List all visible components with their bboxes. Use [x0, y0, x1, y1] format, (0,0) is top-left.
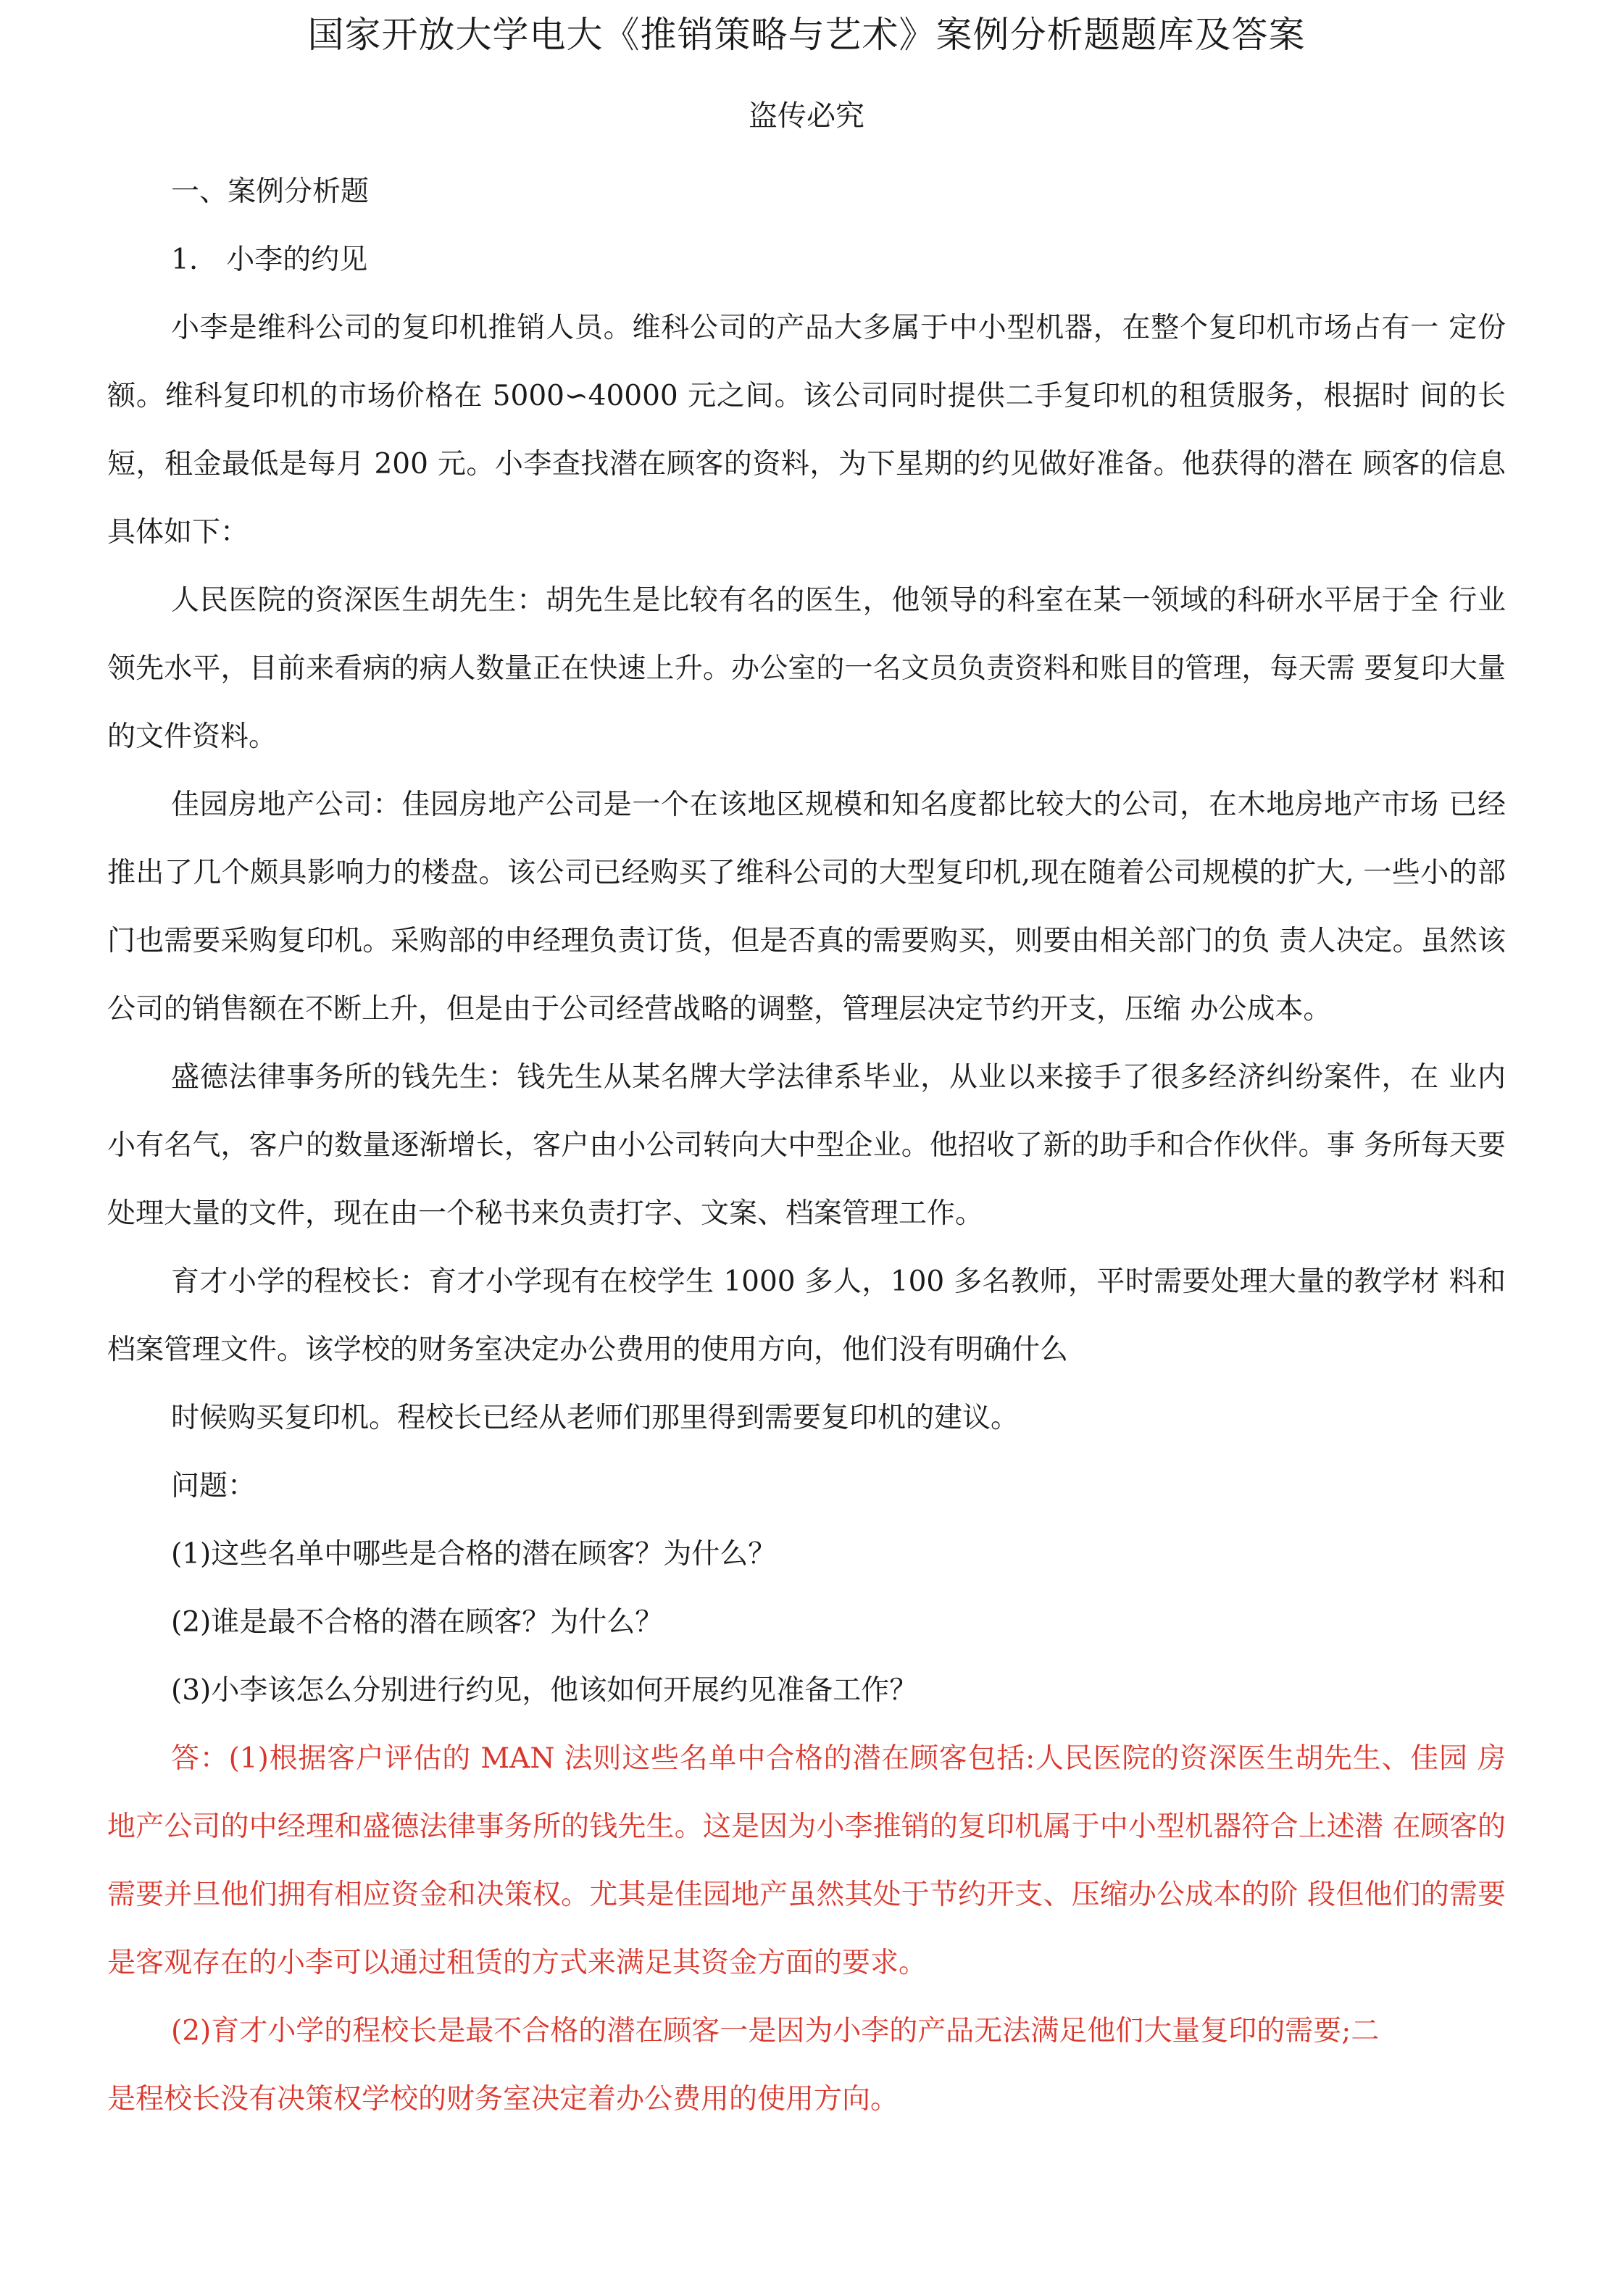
answer-1: 答：(1)根据客户评估的 MAN 法则这些名单中合格的潜在顾客包括:人民医院的资深医生胡先生、佳园 房地产公司的中经理和盛德法律事务所的钱先生。这是因为小李推销的复印机属于中小型机器符合上述潜 在顾客的需要并旦他们拥有相应资金和决策权。尤其是佳园地产虽然其处于节约开支、压缩办公成本的阶 段但他们的需要是客观存在的小李可以通过租赁的方式来满足其资金方面的要求。 [107, 1742, 1506, 1979]
document-title: 国家开放大学电大《推销策略与艺术》案例分析题题库及答案 [307, 14, 1306, 56]
section-heading: 一、案例分析题 [171, 175, 370, 208]
document-body [107, 158, 1506, 2134]
paragraph-intro: 小李是维科公司的复印机推销人员。维科公司的产品大多属于中小型机器，在整个复印机市场占有一 定份额。维科复印机的市场价格在 5000∽40000 元之间。该公司同时提供二手复印机的租赁服务，根据时 间的长短，租金最低是每月 200 元。小李查找潜在顾客的资料，为下星期的约见做好准备。他获得的潜在 顾客的信息具体如下： [107, 312, 1506, 549]
questions-label: 问题： [171, 1470, 257, 1502]
document-subtitle: 盗传必究 [749, 99, 864, 133]
answer-2-continuation: 是程校长没有决策权学校的财务室决定着办公费用的使用方向。 [107, 2083, 899, 2116]
paragraph-real-estate: 佳园房地产公司：佳园房地产公司是一个在该地区规模和知名度都比较大的公司，在木地房地产市场 已经推出了几个颇具影响力的楼盘。该公司已经购买了维科公司的大型复印机,现在随着公司规模的扩大, 一些小的部门也需要采购复印机。采购部的申经理负责订货，但是否真的需要购买，则要由相关部门的负 责人决定。虽然该公司的销售额在不断上升，但是由于公司经营战略的调整，管理层决定节约开支，压缩 办公成本。 [107, 789, 1506, 1026]
case-title: 1. 小李的约见 [171, 244, 368, 276]
paragraph-hospital: 人民医院的资深医生胡先生：胡先生是比较有名的医生，他领导的科室在某一领域的科研水平居于全 行业领先水平，目前来看病的病人数量正在快速上升。办公室的一名文员负责资料和账目的管理，每天需 要复印大量的文件资料。 [107, 584, 1506, 753]
paragraph-school: 育才小学的程校长：育才小学现有在校学生 1000 多人，100 多名教师，平时需要处理大量的教学材 料和档案管理文件。该学校的财务室决定办公费用的使用方向，他们没有明确什么 [107, 1265, 1506, 1366]
question-3: (3)小李该怎么分别进行约见，他该如何开展约见准备工作？ [171, 1674, 918, 1707]
question-1: (1)这些名单中哪些是合格的潜在顾客？为什么？ [171, 1538, 777, 1571]
answer-2: (2)育才小学的程校长是最不合格的潜在顾客一是因为小李的产品无法满足他们大量复印的需要;二 [171, 2015, 1380, 2047]
question-2: (2)谁是最不合格的潜在顾客？为什么？ [171, 1606, 664, 1639]
paragraph-law-firm: 盛德法律事务所的钱先生：钱先生从某名牌大学法律系毕业，从业以来接手了很多经济纠纷案件，在 业内小有名气，客户的数量逐渐增长，客户由小公司转向大中型企业。他招收了新的助手和合作伙伴。事 务所每天要处理大量的文件，现在由一个秘书来负责打字、文案、档案管理工作。 [107, 1061, 1506, 1230]
paragraph-continuation: 时候购买复印机。程校长已经从老师们那里得到需要复印机的建议。 [171, 1402, 1020, 1434]
